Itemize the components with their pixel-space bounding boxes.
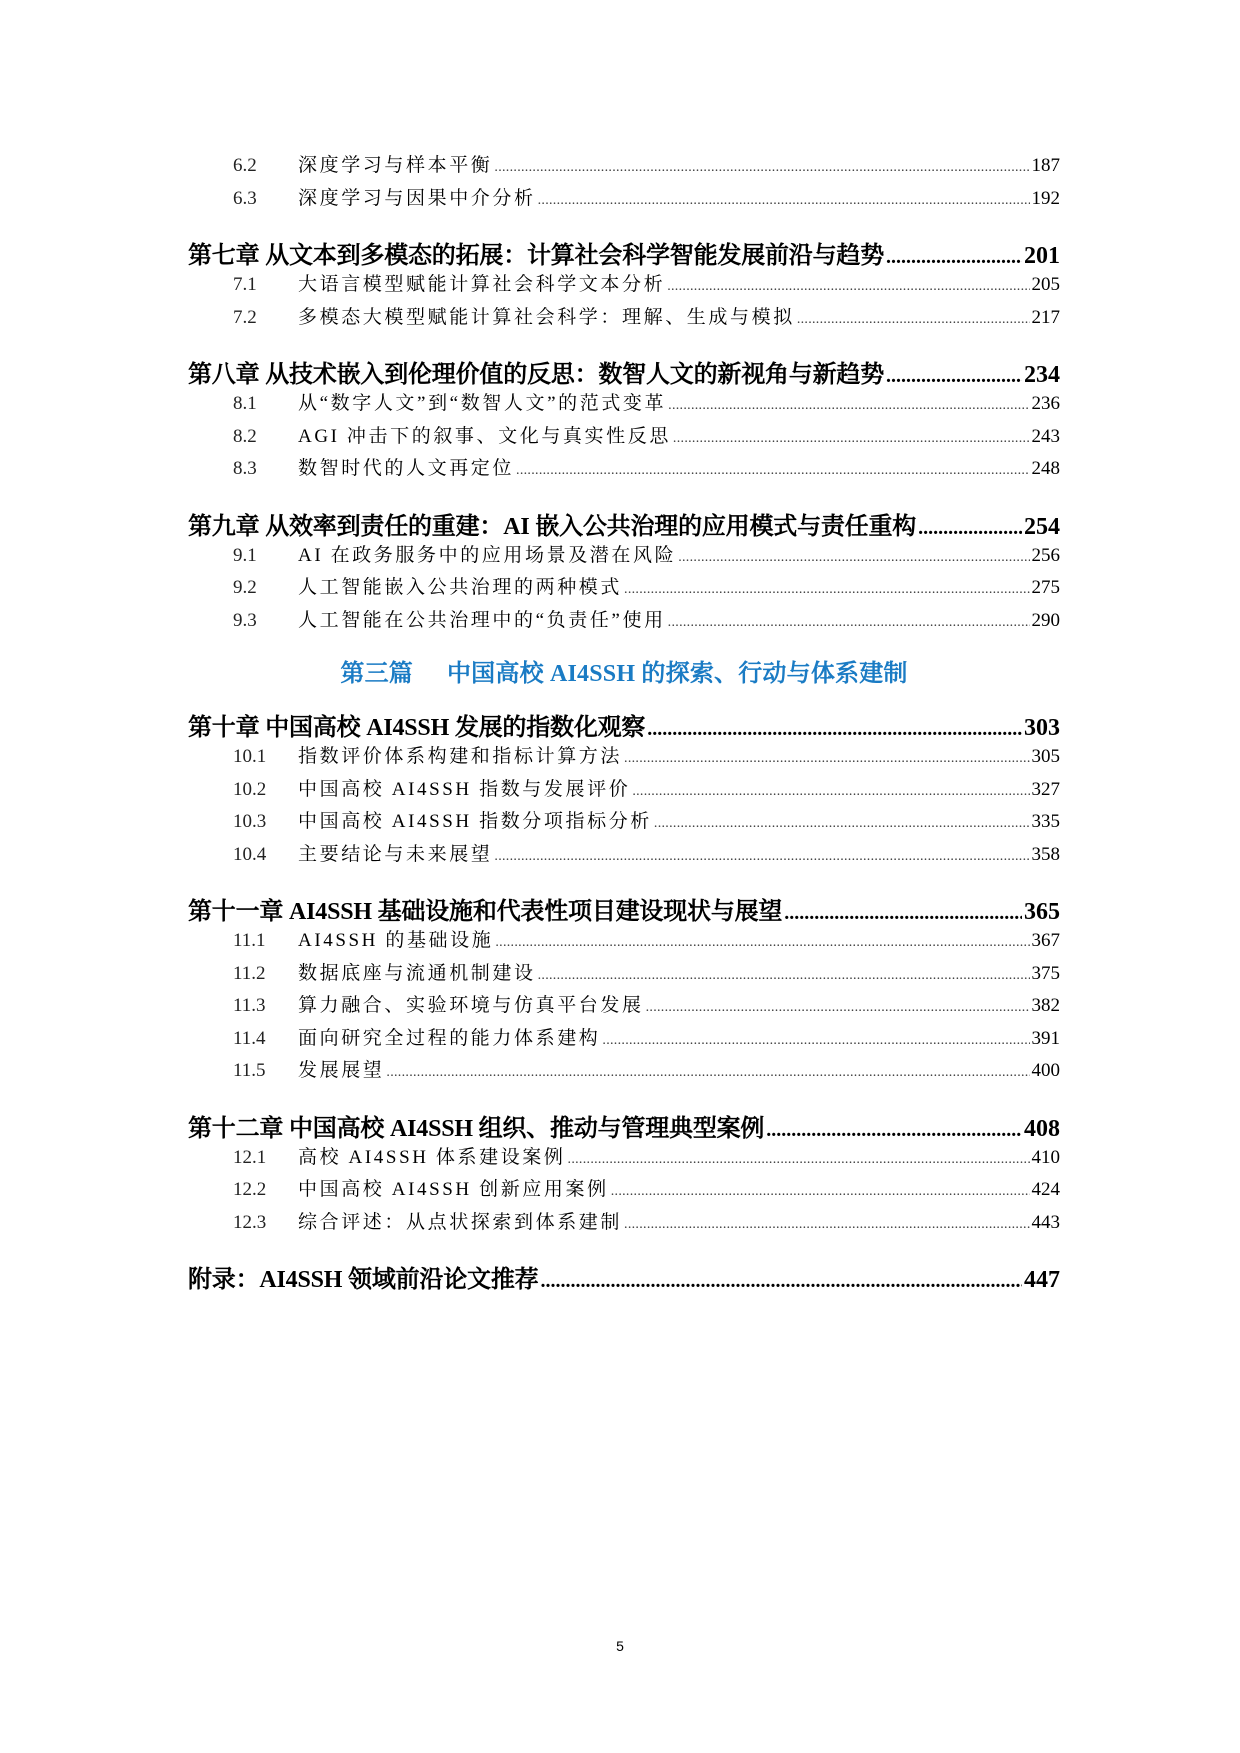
page-ref: 408 bbox=[1024, 1115, 1060, 1142]
dot-leader bbox=[568, 1152, 1030, 1168]
section-title: 发展展望 bbox=[298, 1060, 385, 1081]
section-number: 10.3 bbox=[233, 811, 267, 832]
section-title: AI4SSH 的基础设施 bbox=[298, 930, 494, 951]
toc-section-row[interactable] bbox=[188, 806, 1060, 839]
dot-leader bbox=[678, 550, 1029, 566]
page-ref: 424 bbox=[1031, 1179, 1060, 1200]
dot-leader bbox=[494, 849, 1029, 865]
toc-section-row[interactable] bbox=[188, 990, 1060, 1023]
section-number: 9.1 bbox=[233, 544, 257, 566]
page-ref: 335 bbox=[1031, 811, 1060, 832]
part-title: 中国高校 AI4SSH 的探索、行动与体系建制 bbox=[446, 661, 908, 687]
dot-leader bbox=[624, 751, 1029, 767]
chapter-title: 第十章 中国高校 AI4SSH 发展的指数化观察 bbox=[188, 715, 646, 741]
toc-chapter-row[interactable] bbox=[188, 1108, 1060, 1142]
chapter-title: 第八章 从技术嵌入到伦理价值的反思：数智人文的新视角与新趋势 bbox=[188, 362, 884, 388]
section-title: 人工智能嵌入公共治理的两种模式 bbox=[298, 577, 623, 598]
page-ref: 303 bbox=[1024, 715, 1060, 741]
dot-leader bbox=[538, 968, 1030, 984]
toc-section-row[interactable] bbox=[188, 302, 1060, 335]
page-ref: 443 bbox=[1031, 1211, 1060, 1233]
section-title: 人工智能在公共治理中的“负责任”使用 bbox=[298, 609, 666, 631]
page-ref: 192 bbox=[1031, 187, 1060, 209]
section-number: 11.4 bbox=[233, 1027, 266, 1049]
section-title: 从“数字人文”到“数智人文”的范式变革 bbox=[298, 393, 667, 414]
page-ref: 248 bbox=[1031, 458, 1060, 479]
section-number: 8.3 bbox=[233, 458, 257, 479]
section-title: 中国高校 AI4SSH 指数与发展评价 bbox=[298, 778, 631, 800]
page-ref: 358 bbox=[1031, 843, 1060, 865]
toc-section-row[interactable] bbox=[188, 1023, 1060, 1056]
chapter-title: 附录：AI4SSH 领域前沿论文推荐 bbox=[188, 1267, 539, 1293]
section-number: 10.2 bbox=[233, 778, 267, 800]
toc-section-row[interactable] bbox=[188, 774, 1060, 807]
section-number: 12.1 bbox=[233, 1146, 267, 1168]
page-ref: 447 bbox=[1024, 1267, 1060, 1293]
page-ref: 410 bbox=[1031, 1146, 1060, 1168]
page-ref: 234 bbox=[1024, 362, 1060, 388]
toc-chapter-row[interactable] bbox=[188, 891, 1060, 925]
toc-section-row[interactable] bbox=[188, 269, 1060, 302]
section-title: AGI 冲击下的叙事、文化与真实性反思 bbox=[298, 425, 671, 447]
dot-leader bbox=[624, 1217, 1029, 1233]
section-title: 深度学习与因果中介分析 bbox=[298, 187, 536, 209]
section-number: 11.2 bbox=[233, 962, 266, 984]
page-ref: 254 bbox=[1024, 513, 1060, 540]
section-number: 7.2 bbox=[233, 306, 257, 328]
section-number: 9.3 bbox=[233, 609, 257, 631]
page-ref: 217 bbox=[1031, 306, 1060, 328]
toc-section-row[interactable] bbox=[188, 741, 1060, 774]
section-number: 11.1 bbox=[233, 930, 266, 951]
page-ref: 201 bbox=[1024, 243, 1060, 269]
page-ref: 367 bbox=[1031, 930, 1060, 951]
section-number: 6.2 bbox=[233, 155, 257, 176]
dot-leader bbox=[886, 246, 1022, 269]
dot-leader bbox=[784, 902, 1022, 925]
toc-section-row[interactable] bbox=[188, 1207, 1060, 1240]
toc-section-row[interactable] bbox=[188, 150, 1060, 183]
section-number: 9.2 bbox=[233, 577, 257, 598]
dot-leader bbox=[886, 365, 1022, 388]
section-title: 算力融合、实验环境与仿真平台发展 bbox=[298, 995, 644, 1016]
section-number: 6.3 bbox=[233, 187, 257, 209]
dot-leader bbox=[611, 1184, 1030, 1200]
dot-leader bbox=[647, 718, 1022, 741]
page-ref: 256 bbox=[1031, 544, 1060, 566]
section-title: 综合评述：从点状探索到体系建制 bbox=[298, 1211, 623, 1233]
section-title: 中国高校 AI4SSH 指数分项指标分析 bbox=[298, 811, 652, 832]
table-of-contents bbox=[188, 150, 1060, 1293]
section-number: 8.1 bbox=[233, 393, 257, 414]
page-ref: 305 bbox=[1031, 746, 1060, 767]
section-number: 7.1 bbox=[233, 274, 257, 295]
section-title: 多模态大模型赋能计算社会科学：理解、生成与模拟 bbox=[298, 306, 795, 328]
section-number: 12.2 bbox=[233, 1179, 267, 1200]
toc-chapter-row[interactable] bbox=[188, 354, 1060, 388]
dot-leader bbox=[797, 312, 1030, 328]
dot-leader bbox=[646, 1000, 1030, 1016]
page-ref: 275 bbox=[1031, 577, 1060, 598]
section-title: 大语言模型赋能计算社会科学文本分析 bbox=[298, 274, 666, 295]
page-ref: 205 bbox=[1031, 274, 1060, 295]
section-title: 数据底座与流通机制建设 bbox=[298, 962, 536, 984]
toc-chapter-row[interactable] bbox=[188, 506, 1060, 540]
part-heading bbox=[188, 653, 1060, 687]
dot-leader bbox=[494, 160, 1029, 176]
section-number: 8.2 bbox=[233, 425, 257, 447]
section-number: 10.1 bbox=[233, 746, 267, 767]
dot-leader bbox=[632, 784, 1029, 800]
page-number: 5 bbox=[616, 1638, 624, 1654]
toc-section-row[interactable] bbox=[188, 958, 1060, 991]
dot-leader bbox=[766, 1119, 1022, 1142]
toc-section-row[interactable] bbox=[188, 572, 1060, 605]
toc-section-row[interactable] bbox=[188, 421, 1060, 454]
dot-leader bbox=[673, 431, 1030, 447]
toc-section-row[interactable] bbox=[188, 183, 1060, 216]
toc-chapter-row[interactable] bbox=[188, 235, 1060, 269]
section-title: AI 在政务服务中的应用场景及潜在风险 bbox=[298, 544, 677, 566]
chapter-title: 第九章 从效率到责任的重建：AI 嵌入公共治理的应用模式与责任重构 bbox=[188, 513, 917, 540]
section-number: 11.5 bbox=[233, 1060, 266, 1081]
toc-section-row[interactable] bbox=[188, 605, 1060, 638]
page-ref: 400 bbox=[1031, 1060, 1060, 1081]
dot-leader bbox=[538, 193, 1030, 209]
dot-leader bbox=[495, 935, 1029, 951]
page-ref: 290 bbox=[1031, 609, 1060, 631]
dot-leader bbox=[602, 1033, 1029, 1049]
dot-leader bbox=[667, 279, 1029, 295]
toc-section-row[interactable] bbox=[188, 1174, 1060, 1207]
dot-leader bbox=[668, 615, 1030, 631]
toc-section-row[interactable] bbox=[188, 925, 1060, 958]
section-number: 12.3 bbox=[233, 1211, 267, 1233]
page-ref: 365 bbox=[1024, 899, 1060, 925]
dot-leader bbox=[386, 1065, 1029, 1081]
section-number: 10.4 bbox=[233, 843, 267, 865]
dot-leader bbox=[654, 816, 1030, 832]
section-title: 中国高校 AI4SSH 创新应用案例 bbox=[298, 1179, 609, 1200]
section-title: 面向研究全过程的能力体系建构 bbox=[298, 1027, 601, 1049]
section-number: 11.3 bbox=[233, 995, 266, 1016]
page-ref: 236 bbox=[1031, 393, 1060, 414]
section-title: 指数评价体系构建和指标计算方法 bbox=[298, 746, 623, 767]
page-ref: 327 bbox=[1031, 778, 1060, 800]
dot-leader bbox=[668, 398, 1029, 414]
chapter-title: 第七章 从文本到多模态的拓展：计算社会科学智能发展前沿与趋势 bbox=[188, 243, 884, 269]
chapter-title: 第十一章 AI4SSH 基础设施和代表性项目建设现状与展望 bbox=[188, 899, 783, 925]
toc-chapter-row[interactable] bbox=[188, 707, 1060, 741]
dot-leader bbox=[918, 517, 1022, 540]
part-label: 第三篇 bbox=[340, 661, 413, 687]
page-ref: 187 bbox=[1031, 155, 1060, 176]
toc-section-row[interactable] bbox=[188, 540, 1060, 573]
page-ref: 382 bbox=[1031, 995, 1060, 1016]
toc-section-row[interactable] bbox=[188, 839, 1060, 872]
toc-chapter-row[interactable] bbox=[188, 1259, 1060, 1293]
section-title: 高校 AI4SSH 体系建设案例 bbox=[298, 1146, 566, 1168]
section-title: 数智时代的人文再定位 bbox=[298, 458, 515, 479]
page-ref: 391 bbox=[1031, 1027, 1060, 1049]
chapter-title: 第十二章 中国高校 AI4SSH 组织、推动与管理典型案例 bbox=[188, 1115, 765, 1142]
dot-leader bbox=[624, 582, 1029, 598]
section-title: 深度学习与样本平衡 bbox=[298, 155, 493, 176]
toc-section-row[interactable] bbox=[188, 1142, 1060, 1175]
dot-leader bbox=[540, 1270, 1022, 1293]
toc-section-row[interactable] bbox=[188, 453, 1060, 486]
section-title: 主要结论与未来展望 bbox=[298, 843, 493, 865]
dot-leader bbox=[516, 463, 1029, 479]
toc-section-row[interactable] bbox=[188, 1055, 1060, 1088]
page-ref: 375 bbox=[1031, 962, 1060, 984]
page-ref: 243 bbox=[1031, 425, 1060, 447]
toc-section-row[interactable] bbox=[188, 388, 1060, 421]
